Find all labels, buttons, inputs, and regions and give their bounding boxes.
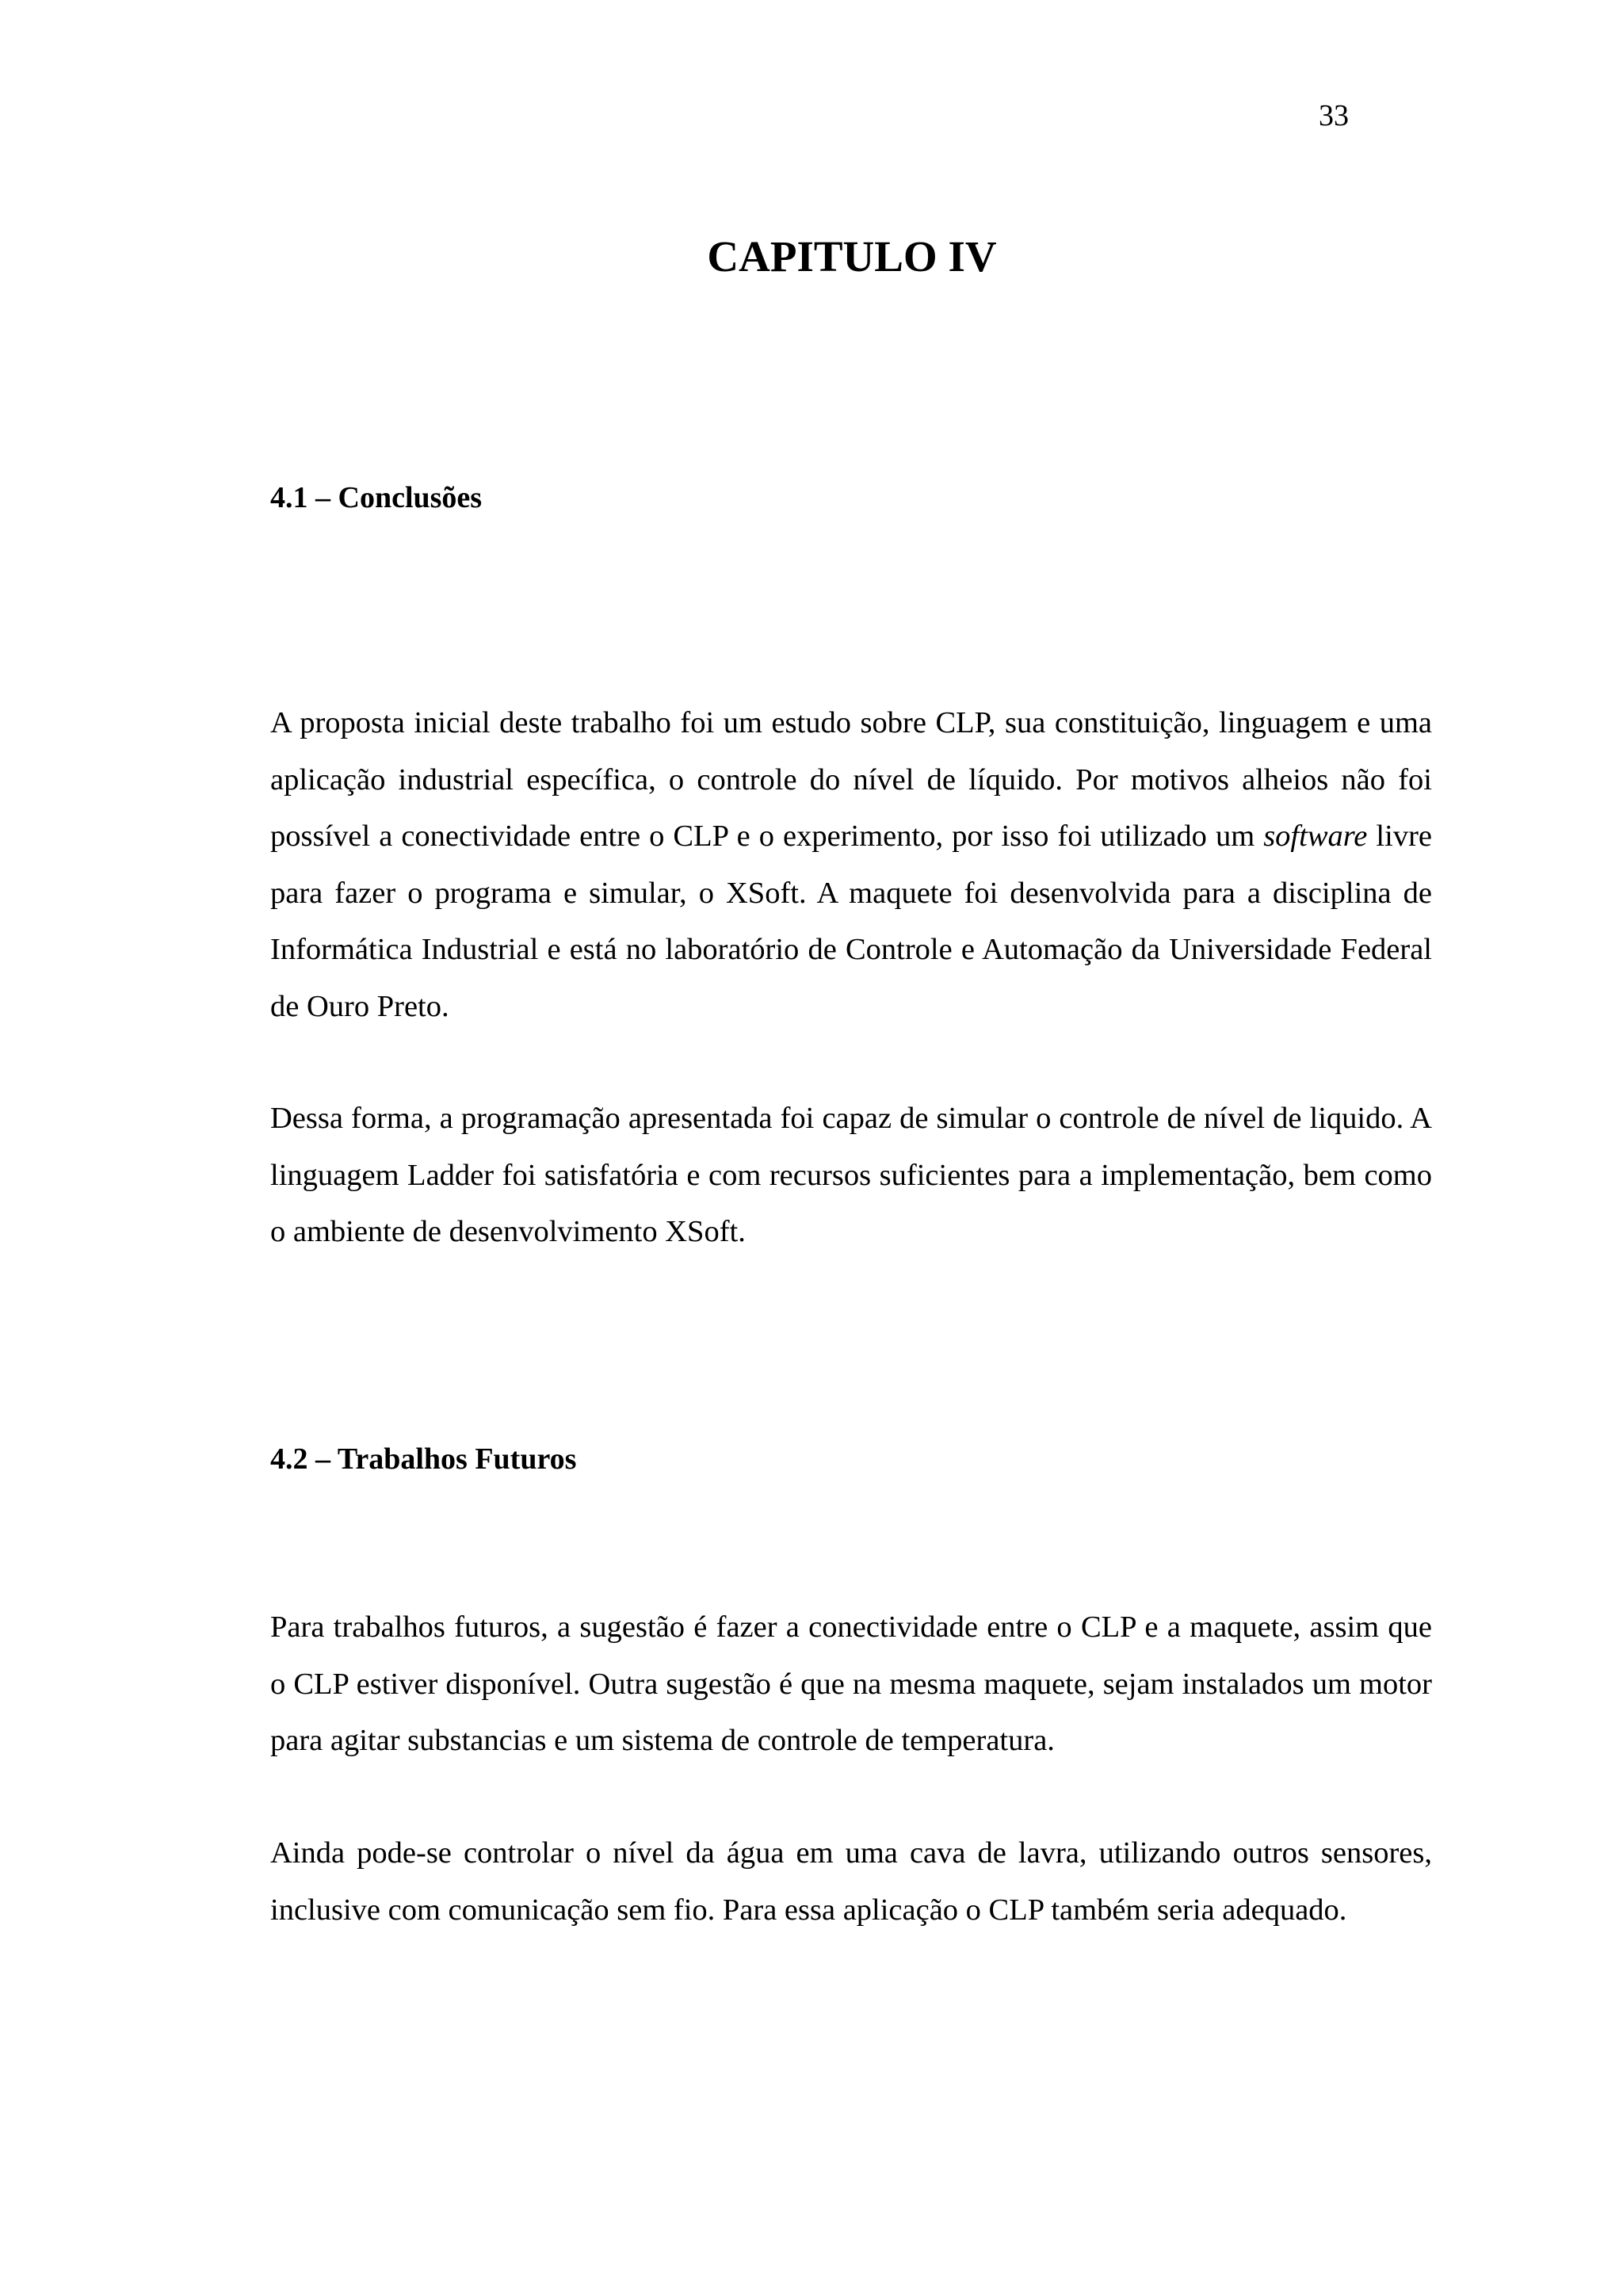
section-heading-conclusoes: 4.1 – Conclusões bbox=[270, 481, 483, 514]
paragraph-trabalhos-futuros-2: Ainda pode-se controlar o nível da água em uma cava de lavra, utilizando outros sensores, inclusive com comunicação sem fio. Para essa aplicação o CLP também seria adequado. bbox=[270, 1836, 1432, 1927]
paragraph-conclusoes-1 bbox=[270, 695, 1432, 1035]
page-number: 33 bbox=[1319, 99, 1349, 132]
chapter-title: CAPITULO IV bbox=[707, 232, 997, 281]
paragraph-trabalhos-futuros-1: Para trabalhos futuros, a sugestão é fazer a conectividade entre o CLP e a maquete, assim que o CLP estiver disponível. Outra sugestão é que na mesma maquete, sejam instalados um motor para agitar substancias e um sistema de controle de temperatura. bbox=[270, 1610, 1432, 1757]
paragraph-conclusoes-2: Dessa forma, a programação apresentada foi capaz de simular o controle de nível de liquido. A linguagem Ladder foi satisfatória e com recursos suficientes para a implementação, bem como o ambiente de desenvolvimento XSoft. bbox=[270, 1102, 1432, 1248]
paragraph-text: livre para fazer o programa e simular, o XSoft. A maquete foi desenvolvida para a disciplina de Informática Industrial e está no laboratório de Controle e Automação da Universidade Federal de Ouro Preto. bbox=[270, 819, 1432, 1023]
section-heading-trabalhos-futuros: 4.2 – Trabalhos Futuros bbox=[270, 1442, 577, 1476]
italic-term: software bbox=[1263, 819, 1368, 853]
paragraph-text: A proposta inicial deste trabalho foi um estudo sobre CLP, sua constituição, linguagem e uma aplicação industrial específica, o controle do nível de líquido. Por motivos alheios não foi possível a conectividade entre o CLP e o experimento, por isso foi utilizado um bbox=[270, 706, 1432, 853]
